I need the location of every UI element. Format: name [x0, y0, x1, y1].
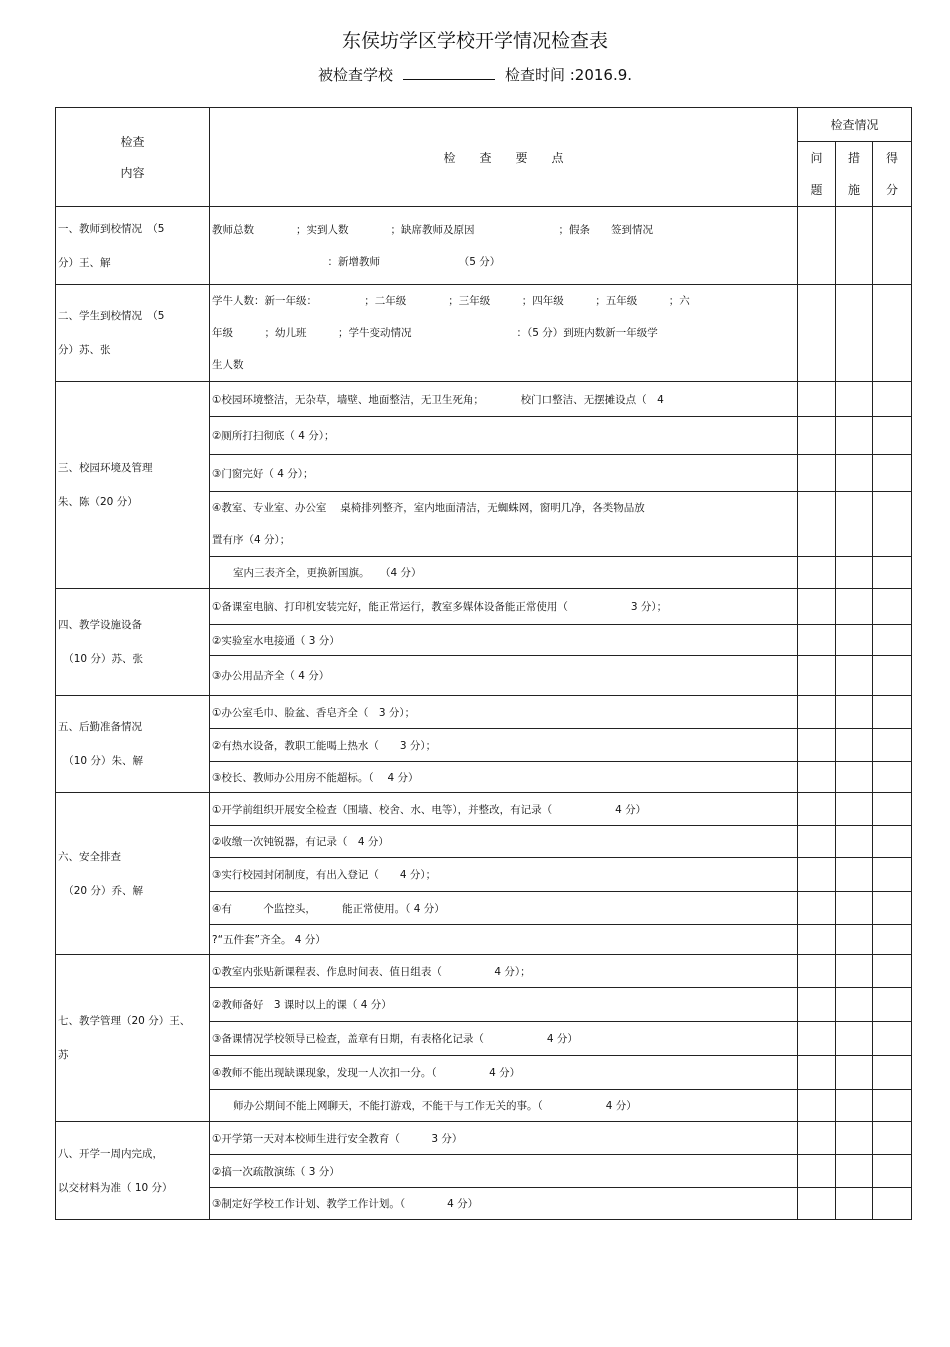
problem-cell[interactable]	[798, 625, 836, 656]
check-item: ③校长、教师办公用房不能超标。（ 4 分）	[210, 762, 798, 793]
header-points: 检 查 要 点	[210, 108, 798, 207]
problem-cell[interactable]	[798, 988, 836, 1022]
document-subtitle	[0, 64, 950, 85]
score-cell[interactable]	[873, 988, 912, 1022]
section-title: 二、学生到校情况 （5 分）苏、张	[56, 285, 210, 382]
score-cell[interactable]	[873, 207, 912, 285]
measure-cell[interactable]	[836, 696, 873, 729]
measure-cell[interactable]	[836, 656, 873, 696]
problem-cell[interactable]	[798, 656, 836, 696]
score-cell[interactable]	[873, 589, 912, 625]
score-cell[interactable]	[873, 696, 912, 729]
score-cell[interactable]	[873, 417, 912, 455]
problem-cell[interactable]	[798, 892, 836, 925]
score-cell[interactable]	[873, 925, 912, 955]
check-item: ③制定好学校工作计划、教学工作计划。（ 4 分）	[210, 1188, 798, 1220]
section-title: 七、教学管理（20 分）王、 苏	[56, 955, 210, 1122]
score-cell[interactable]	[873, 858, 912, 892]
check-item: ③办公用品齐全（ 4 分）	[210, 656, 798, 696]
school-blank	[403, 65, 495, 80]
score-cell[interactable]	[873, 729, 912, 762]
problem-cell[interactable]	[798, 557, 836, 589]
score-cell[interactable]	[873, 656, 912, 696]
problem-cell[interactable]	[798, 417, 836, 455]
header-problem: 问 题	[798, 142, 836, 207]
measure-cell[interactable]	[836, 557, 873, 589]
check-item: ?“五件套”齐全。 4 分）	[210, 925, 798, 955]
problem-cell[interactable]	[798, 696, 836, 729]
measure-cell[interactable]	[836, 382, 873, 417]
header-score: 得 分	[873, 142, 912, 207]
measure-cell[interactable]	[836, 207, 873, 285]
section-title: 五、后勤准备情况 （10 分）朱、解	[56, 696, 210, 793]
score-cell[interactable]	[873, 455, 912, 492]
check-item: ①教室内张贴新课程表、作息时间表、值日组表（ 4 分）；	[210, 955, 798, 988]
problem-cell[interactable]	[798, 589, 836, 625]
check-item: ②教师备好 3 课时以上的课（ 4 分）	[210, 988, 798, 1022]
check-item: 师办公期间不能上网聊天，不能打游戏，不能干与工作无关的事。（ 4 分）	[210, 1090, 798, 1122]
score-cell[interactable]	[873, 1188, 912, 1220]
problem-cell[interactable]	[798, 492, 836, 557]
problem-cell[interactable]	[798, 955, 836, 988]
check-item: ④教师不能出现缺课现象，发现一人次扣一分。（ 4 分）	[210, 1056, 798, 1090]
check-item: ③备课情况学校领导已检查，盖章有日期，有表格化记录（ 4 分）	[210, 1022, 798, 1056]
measure-cell[interactable]	[836, 729, 873, 762]
measure-cell[interactable]	[836, 892, 873, 925]
section-title: 三、校园环境及管理 朱、陈（20 分）	[56, 382, 210, 589]
problem-cell[interactable]	[798, 858, 836, 892]
check-item: ①开学前组织开展安全检查（围墙、校舍、水、电等），并整改，有记录（ 4 分）	[210, 793, 798, 826]
problem-cell[interactable]	[798, 1056, 836, 1090]
check-item: ②搞一次疏散演练（ 3 分）	[210, 1155, 798, 1188]
score-cell[interactable]	[873, 826, 912, 858]
check-item: ④教室、专业室、办公室 桌椅排列整齐，室内地面清洁，无蜘蛛网，窗明几净，各类物品放 置有序（4 分）；	[210, 492, 798, 557]
measure-cell[interactable]	[836, 1122, 873, 1155]
measure-cell[interactable]	[836, 1155, 873, 1188]
score-cell[interactable]	[873, 1090, 912, 1122]
check-item: ②实验室水电接通（ 3 分）	[210, 625, 798, 656]
measure-cell[interactable]	[836, 955, 873, 988]
score-cell[interactable]	[873, 1122, 912, 1155]
score-cell[interactable]	[873, 1155, 912, 1188]
check-item: ①开学第一天对本校师生进行安全教育（ 3 分）	[210, 1122, 798, 1155]
section-title: 八、开学一周内完成， 以交材料为准（ 10 分）	[56, 1122, 210, 1220]
score-cell[interactable]	[873, 762, 912, 793]
section-items: 学牛人数：新一年级： ；二年级 ；三年级 ；四年级 ；五年级 ；六 年级 ；幼儿班 ；学牛变动情况 ：（5 分）到班内数新一年级学 生人数	[210, 285, 798, 382]
check-item: ①办公室毛巾、脸盆、香皂齐全（ 3 分）；	[210, 696, 798, 729]
problem-cell[interactable]	[798, 793, 836, 826]
problem-cell[interactable]	[798, 826, 836, 858]
measure-cell[interactable]	[836, 285, 873, 382]
check-item: ①备课室电脑、打印机安装完好，能正常运行，教室多媒体设备能正常使用（ 3 分）；	[210, 589, 798, 625]
problem-cell[interactable]	[798, 762, 836, 793]
check-item: ④有 个监控头， 能正常使用。（ 4 分）	[210, 892, 798, 925]
score-cell[interactable]	[873, 793, 912, 826]
measure-cell[interactable]	[836, 492, 873, 557]
problem-cell[interactable]	[798, 455, 836, 492]
measure-cell[interactable]	[836, 925, 873, 955]
score-cell[interactable]	[873, 285, 912, 382]
measure-cell[interactable]	[836, 762, 873, 793]
section-title: 一、教师到校情况 （5 分）王、解	[56, 207, 210, 285]
inspection-table	[55, 107, 912, 1220]
problem-cell[interactable]	[798, 207, 836, 285]
measure-cell[interactable]	[836, 625, 873, 656]
problem-cell[interactable]	[798, 1188, 836, 1220]
measure-cell[interactable]	[836, 1090, 873, 1122]
measure-cell[interactable]	[836, 417, 873, 455]
problem-cell[interactable]	[798, 1090, 836, 1122]
check-item: ③门窗完好（ 4 分）；	[210, 455, 798, 492]
score-cell[interactable]	[873, 625, 912, 656]
check-item: 室内三表齐全，更换新国旗。 （4 分）	[210, 557, 798, 589]
header-status: 检查情况	[798, 108, 912, 142]
header-content: 检查 内容	[56, 108, 210, 207]
problem-cell[interactable]	[798, 285, 836, 382]
header-measure: 措 施	[836, 142, 873, 207]
check-item: ②收缴一次钝锐器，有记录（ 4 分）	[210, 826, 798, 858]
section-items: 教师总数 ；实到人数 ；缺席教师及原因 ；假条 签到情况 ：新增教师 （5 分）	[210, 207, 798, 285]
problem-cell[interactable]	[798, 382, 836, 417]
measure-cell[interactable]	[836, 1056, 873, 1090]
measure-cell[interactable]	[836, 589, 873, 625]
measure-cell[interactable]	[836, 988, 873, 1022]
score-cell[interactable]	[873, 382, 912, 417]
measure-cell[interactable]	[836, 793, 873, 826]
check-item: ②有热水设备，教职工能喝上热水（ 3 分）；	[210, 729, 798, 762]
problem-cell[interactable]	[798, 1022, 836, 1056]
score-cell[interactable]	[873, 955, 912, 988]
problem-cell[interactable]	[798, 1122, 836, 1155]
measure-cell[interactable]	[836, 455, 873, 492]
score-cell[interactable]	[873, 1022, 912, 1056]
problem-cell[interactable]	[798, 1155, 836, 1188]
score-cell[interactable]	[873, 1056, 912, 1090]
check-item: ①校园环境整洁，无杂草，墙壁、地面整洁，无卫生死角； 校门口整洁、无摆摊设点（ 4	[210, 382, 798, 417]
section-title: 四、教学设施设备 （10 分）苏、张	[56, 589, 210, 696]
problem-cell[interactable]	[798, 925, 836, 955]
check-item: ②厕所打扫彻底（ 4 分）；	[210, 417, 798, 455]
score-cell[interactable]	[873, 557, 912, 589]
measure-cell[interactable]	[836, 826, 873, 858]
problem-cell[interactable]	[798, 729, 836, 762]
document-title: 东侯坊学区学校开学情况检查表	[341, 30, 608, 52]
check-item: ③实行校园封闭制度，有出入登记（ 4 分）；	[210, 858, 798, 892]
measure-cell[interactable]	[836, 858, 873, 892]
measure-cell[interactable]	[836, 1188, 873, 1220]
time-label: 检查时间 :2016.9.	[504, 66, 633, 84]
section-title: 六、安全排查 （20 分）乔、解	[56, 793, 210, 955]
score-cell[interactable]	[873, 492, 912, 557]
score-cell[interactable]	[873, 892, 912, 925]
measure-cell[interactable]	[836, 1022, 873, 1056]
school-label: 被检查学校	[317, 66, 393, 84]
